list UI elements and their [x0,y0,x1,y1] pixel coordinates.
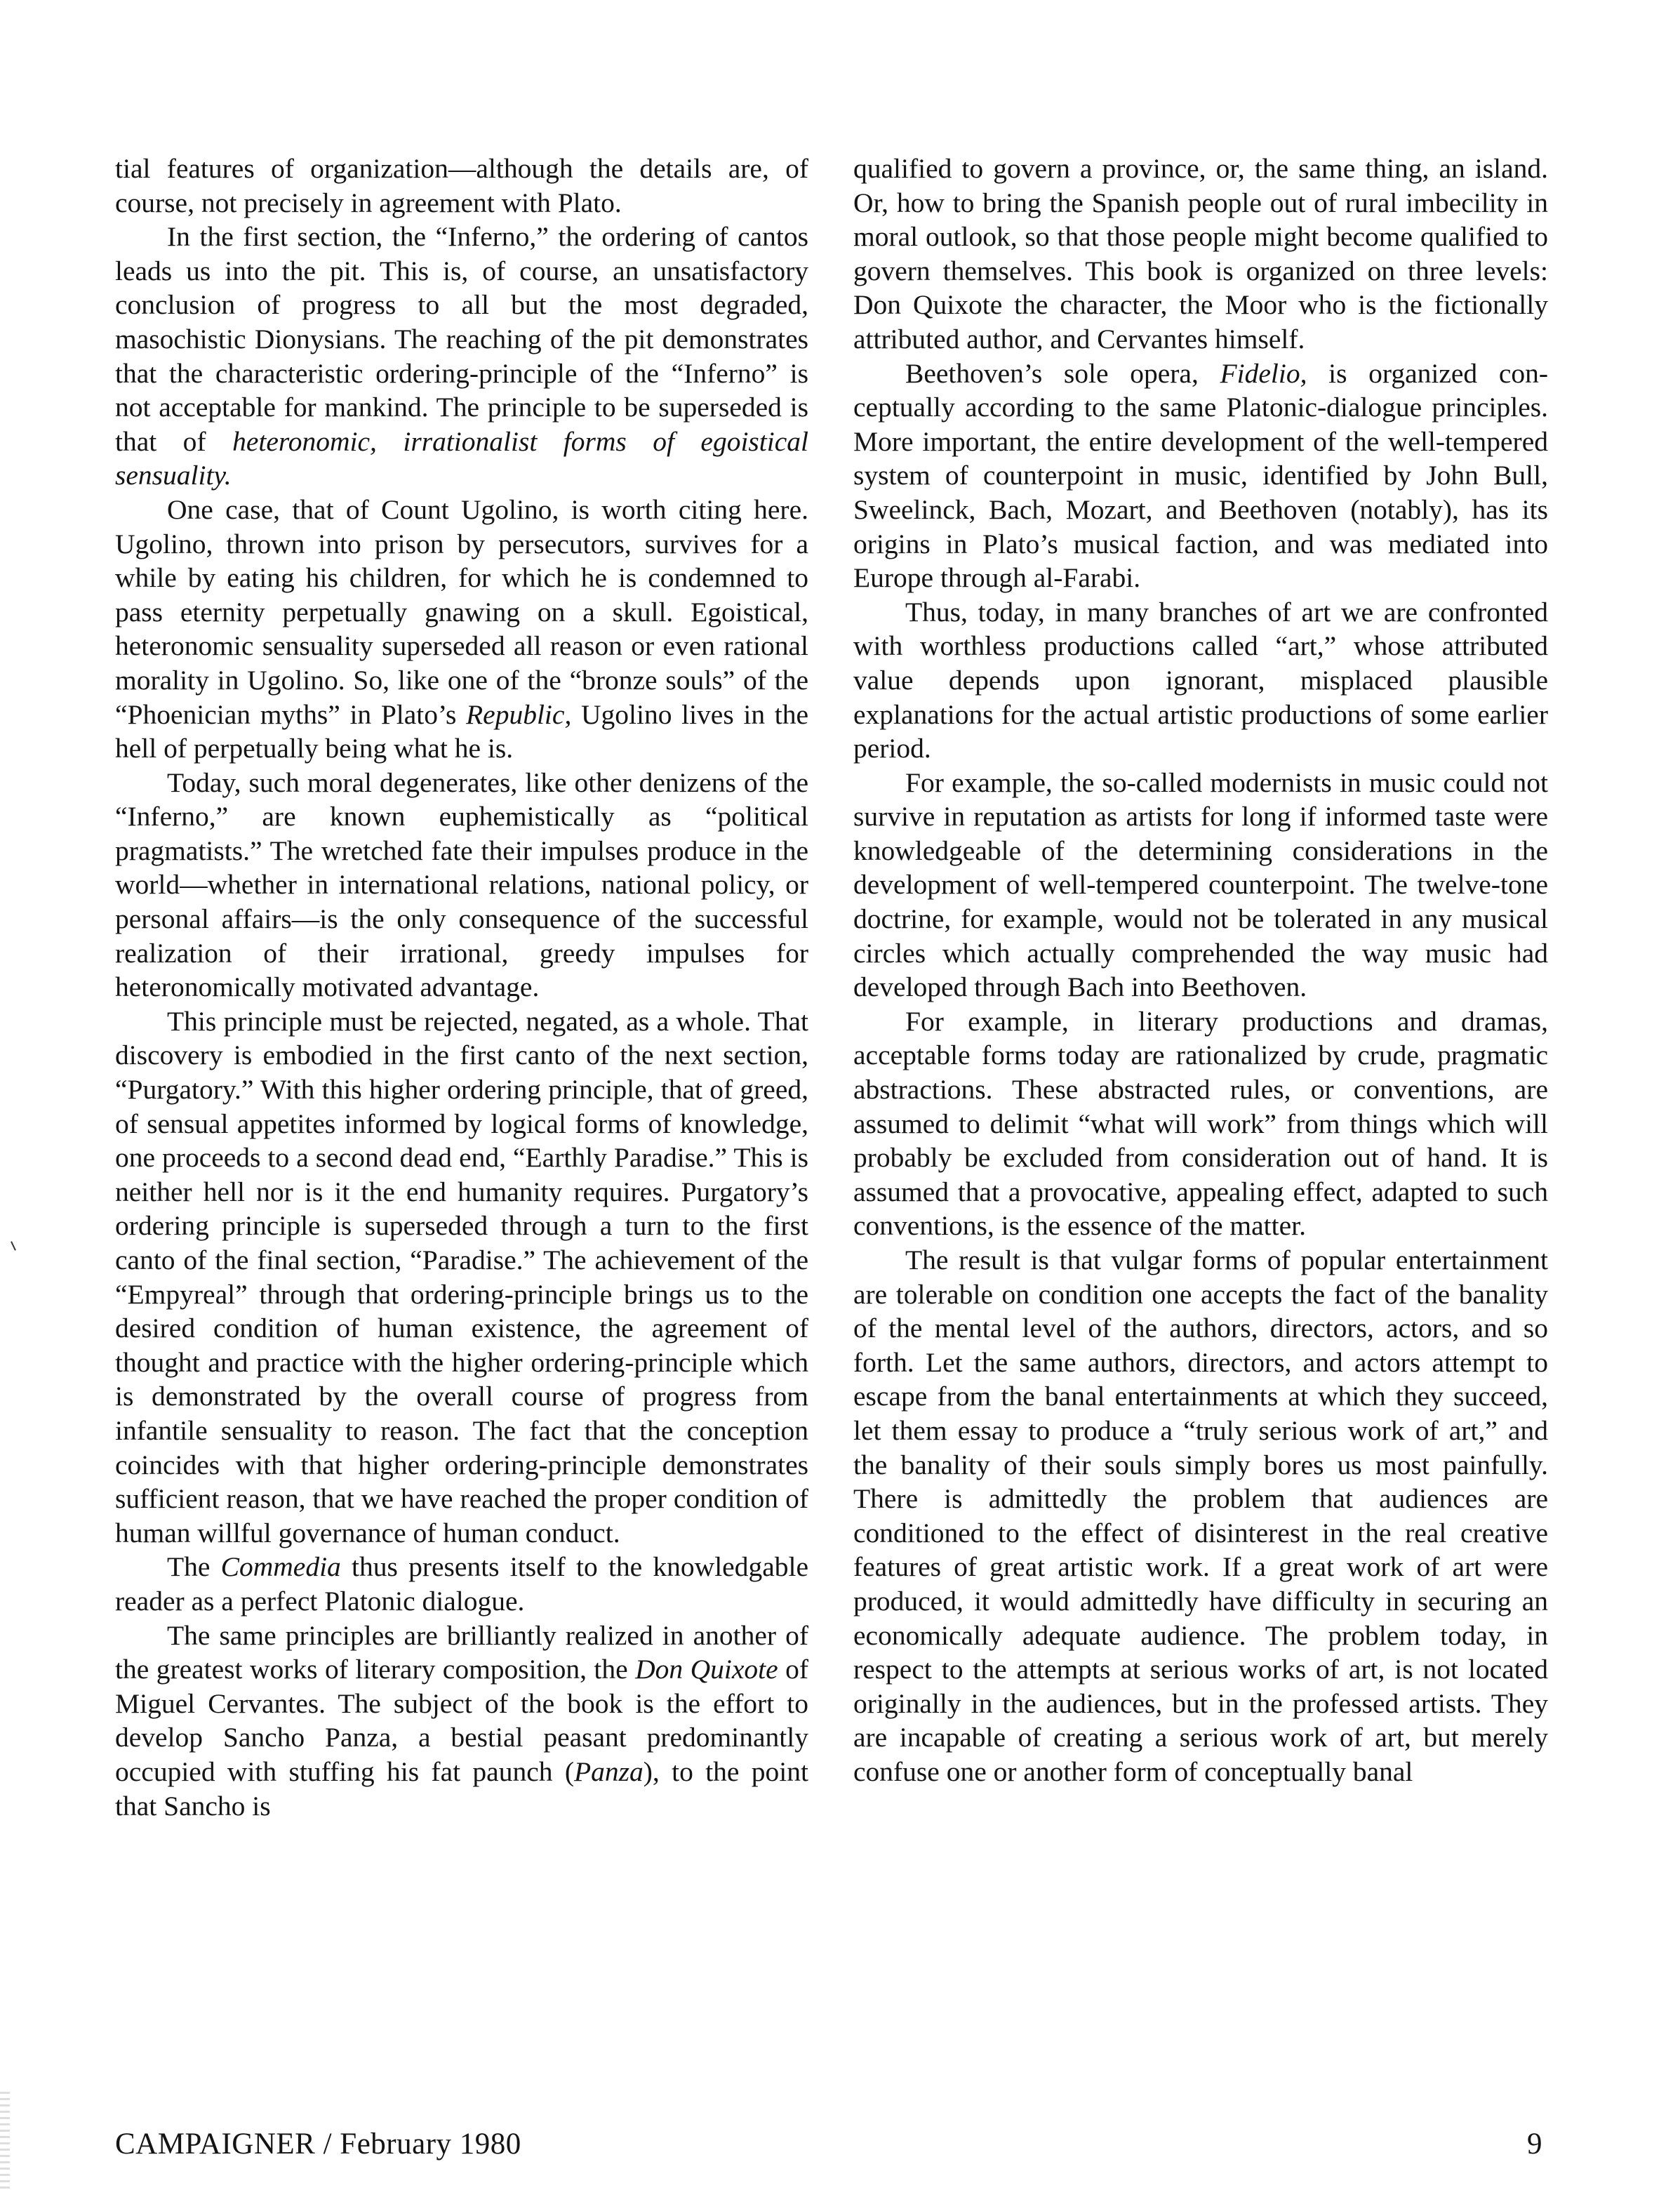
paragraph [853,1004,1548,1243]
paragraph [115,493,808,766]
paragraph-text: The result is that vulgar forms of popular entertainment are tolerable on condition one accepts the fact of the banality of the mental level of the authors, directors, actors, and so forth. Let the same authors, directors, and actors attempt to escape from the banal entertainments at which they succeed, let them essay to produce a “truly serious work of art,” and the banality of their souls simply bores us most painfully. There is admittedly the problem that audiences are conditioned to the effect of disinterest in the real creative features of great artistic work. If a great work of art were produced, it would admittedly have difficulty in securing an economically adequate audience. The problem today, in respect to the attempts at serious works of art, is not located originally in the audiences, but in the professed artists. They are incapable of creating a serious work of art, but merely confuse one or another form of conceptually banal [853,1245,1548,1787]
paragraph [853,357,1548,595]
paragraph-text: qualified to govern a province, or, the same thing, an island. Or, how to bring the Spanish people out of rural imbecility in moral outlook, so that those people might become qualified to govern themselves. This book is organized on three levels: Don Quixote the character, the Moor who is the fictionally attributed author, and Cervantes himself. [853,153,1548,354]
italic-word: Panza [574,1756,644,1787]
scan-edge-artifact [0,2092,10,2190]
paragraph-text: tial features of organization—although the details are, of course, not precisely in agreement with Plato. [115,153,808,218]
italic-phrase: heteronomic, irrationalist forms of egoistical sensuality. [115,425,808,491]
paragraph [115,1004,808,1551]
italic-title: Republic, [466,698,572,730]
italic-title: Commedia [220,1551,341,1583]
paragraph-text: In the first section, the “Inferno,” the ordering of cantos leads us into the pit. This is, of course, an unsatisfactory conclusion of progress to all but the most degraded, masochistic Dionysians. The reaching of the pit demonstrates that the characteristic ordering-principle of the “Inferno” is not acceptable for mankind. The principle to be superseded is that of [115,221,808,457]
paragraph [115,152,808,220]
italic-title: Fidelio, [1220,357,1307,389]
paragraph-text: Today, such moral degenerates, like other denizens of the “Inferno,” are known euphemistically as “political pragmatists.” The wretched fate their impulses produce in the world—whether in international relations, national policy, or personal affairs—is the only consequence of the successful realization of their irrational, greedy impulses for heteronomically motivated advantage. [115,766,808,1003]
right-text-column [853,152,1548,1789]
publication-footer: CAMPAIGNER / February 1980 [115,2128,521,2161]
paragraph [115,766,808,1004]
paragraph-text: For example, in literary productions and dramas, acceptable forms today are rationalized by crude, pragmatic abstractions. These abstracted rules, or conventions, are assumed to delimit “what will work” from things which will probably be excluded from consideration out of hand. It is assumed that a provocative, appealing effect, adapted to such conventions, is the essence of the matter. [853,1005,1548,1242]
paragraph-text: Beethoven’s sole opera, [905,357,1199,389]
paragraph [853,766,1548,1004]
paragraph-text: Thus, today, in many branches of art we are confronted with worthless productions called “art,” whose attributed value depends upon ignorant, misplaced plausible explanations for the actual artistic productions of some earlier period. [853,596,1548,764]
paragraph-text: For example, the so-called modernists in music could not survive in reputation as artists for long if informed taste were knowledgeable of the determining considerations in the development of well-tempered counterpoint. The twelve-tone doctrine, for example, would not be tolerated in any musical circles which actually comprehended the way music had developed through Bach into Beethoven. [853,766,1548,1003]
paragraph-text: Ugolino lives in the hell of perpetually being what he is. [115,698,809,764]
paragraph-text: This principle must be rejected, negated, as a whole. That discovery is embodied in the first canto of the next section, “Purgatory.” With this higher ordering principle, that of greed, of sensual appetites informed by logical forms of knowledge, one proceeds to a second dead end, “Earthly Paradise.” This is neither hell nor is it the end humanity requires. Purgatory’s ordering principle is superseded through a turn to the first canto of the final section, “Paradise.” The achievement of the “Empyreal” through that ordering-principle brings us to the desired condition of human existence, the agreement of thought and practice with the higher ordering-principle which is demonstrated by the overall course of progress from infantile sensuality to reason. The fact that the conception coincides with that higher ordering-principle demonstrates sufficient reason, that we have reached the proper condition of human willful governance of human conduct. [115,1005,808,1548]
paragraph [853,152,1548,357]
paragraph-text: ), to the point that Sancho is [115,1756,808,1821]
italic-title: Don Quixote [635,1654,778,1685]
paragraph-text: The same principles are brilliantly realized in another of the greatest works of literary composition, the [115,1619,808,1685]
left-text-column [115,152,808,1823]
paragraph-text: One case, that of Count Ugolino, is worth citing here. Ugolino, thrown into prison by persecutors, survives for a while by eating his children, for which he is condemned to pass eternity perpetually gnawing on a skull. Egoistical, heteronomic sensuality superseded all reason or even rational morality in Ugolino. So, like one of the “bronze souls” of the “Phoenician myths” in Plato’s [115,493,808,730]
paragraph [853,1243,1548,1789]
page-number: 9 [1527,2128,1542,2161]
paragraph [853,595,1548,766]
margin-mark [11,1241,16,1251]
paragraph-text: of Miguel Cervantes. The subject of the book is the effort to develop Sancho Panza, a bestial peasant predominantly occupied with stuffing his fat paunch ( [115,1654,809,1787]
paragraph-text: The [167,1551,211,1583]
paragraph [115,1550,808,1618]
paragraph [115,220,808,493]
paragraph [115,1619,808,1824]
paragraph-text: is organized conceptually according to the same Platonic-dialogue principles. More important, the entire development of the well-tempered system of counterpoint in music, identified by John Bull, Sweelinck, Bach, Mozart, and Beethoven (notably), has its origins in Plato’s musical faction, and was mediated into Europe through al-Farabi. [853,357,1549,594]
paragraph-text: thus presents itself to the knowledgable reader as a perfect Platonic dialogue. [115,1551,808,1617]
